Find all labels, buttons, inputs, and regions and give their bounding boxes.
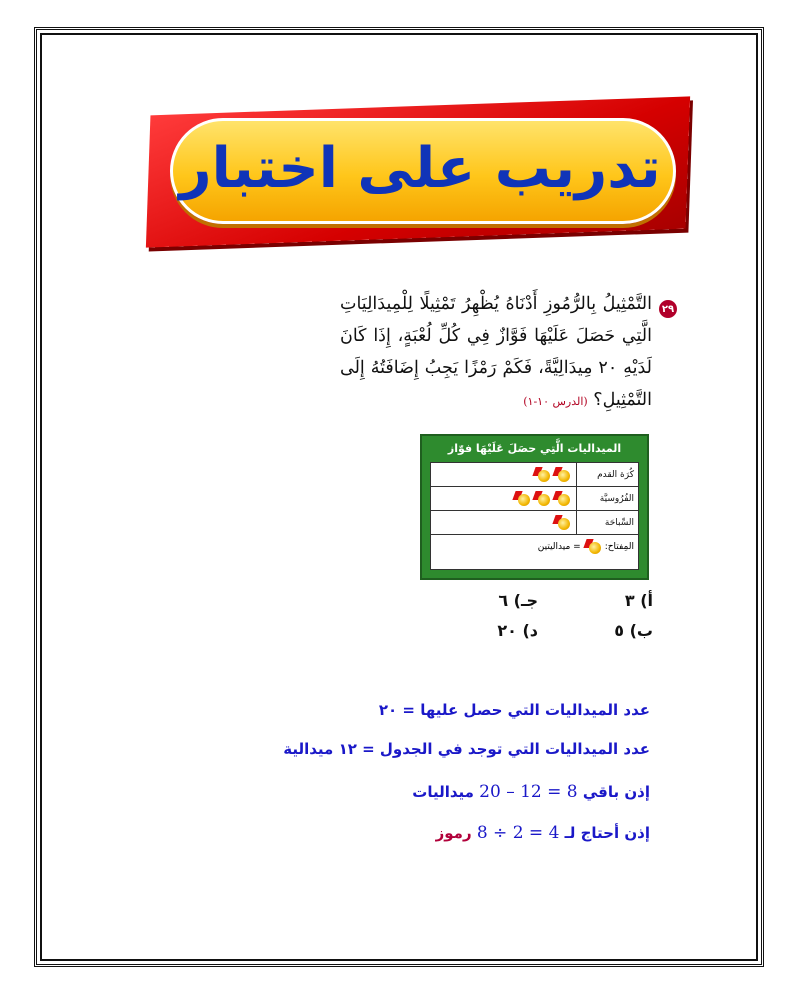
pictograph-row-equestrian [431, 487, 638, 511]
solution-line-3-math: 20 – 12 = 8 [479, 782, 578, 802]
solution-line-4-suffix: رموز [435, 824, 472, 842]
medal-icon [554, 467, 570, 482]
pictograph-title: الميداليات الَّتِي حصَلَ عَلَيْهَا فوّاز [447, 441, 622, 455]
medal-icon [534, 467, 550, 482]
option-d[interactable]: د) ٢٠ [497, 621, 538, 640]
option-a[interactable]: أ) ٣ [624, 591, 653, 610]
pictograph-row-swimming [431, 511, 638, 535]
pictograph-row-football [431, 463, 638, 487]
lesson-reference: (الدرس ١٠-١) [523, 395, 588, 408]
solution-line-4-prefix: إذن أحتاج لـ [564, 824, 650, 842]
pictograph-table [430, 462, 639, 570]
row-icons [534, 467, 576, 482]
solution-line-3 [412, 782, 650, 802]
medal-icon [514, 491, 530, 506]
medal-icon [534, 491, 550, 506]
solution-line-3-suffix: ميداليات [412, 783, 474, 801]
question-body: التَّمْثِيلُ بِالرُّمُوزِ أَدْنَاهُ يُظْهِرُ تَمْثِيلًا لِلْمِيدَالِيَاتِ الَّتِي حَصَلَ عَلَيْهَا فَوَّازٌ فِي كُلِّ لُعْبَةٍ، إِذَا كَانَ لَدَيْهِ ٢٠ مِيدَالِيَّةً، فَكَمْ رَمْزًا يَجِبُ إِضَافَتُهُ إِلَى التَّمْثِيلِ؟ [340, 294, 652, 410]
key-value: = ميداليتين [537, 541, 581, 552]
medal-icon [554, 491, 570, 506]
option-c[interactable]: جـ) ٦ [498, 591, 538, 610]
solution-line-3-prefix: إذن باقي [582, 783, 650, 801]
option-b[interactable]: ب) ٥ [614, 621, 653, 640]
solution-line-1: عدد الميداليات التي حصل عليها = ٢٠ [378, 701, 650, 719]
row-label: كُرَة القدم [576, 463, 638, 486]
medal-icon [554, 515, 570, 530]
medal-icon [585, 539, 601, 554]
row-icons [554, 515, 576, 530]
page-title: تدريب على اختبار [179, 135, 661, 201]
solution-line-4 [436, 823, 650, 843]
key-label: المِفتاح: [604, 541, 634, 552]
question-text [340, 288, 652, 418]
pictograph-key [431, 535, 638, 558]
row-icons [514, 491, 576, 506]
row-label: الفُرُوسيَّة [576, 487, 638, 510]
solution-line-4-math: 8 ÷ 2 = 4 [476, 823, 560, 843]
solution-line-2: عدد الميداليات التي توجد في الجدول = ١٢ ميدالية [283, 740, 650, 758]
row-label: السِّباحَة [576, 511, 638, 534]
question-number-badge: ٢٩ [659, 300, 677, 318]
pictograph [420, 434, 649, 580]
